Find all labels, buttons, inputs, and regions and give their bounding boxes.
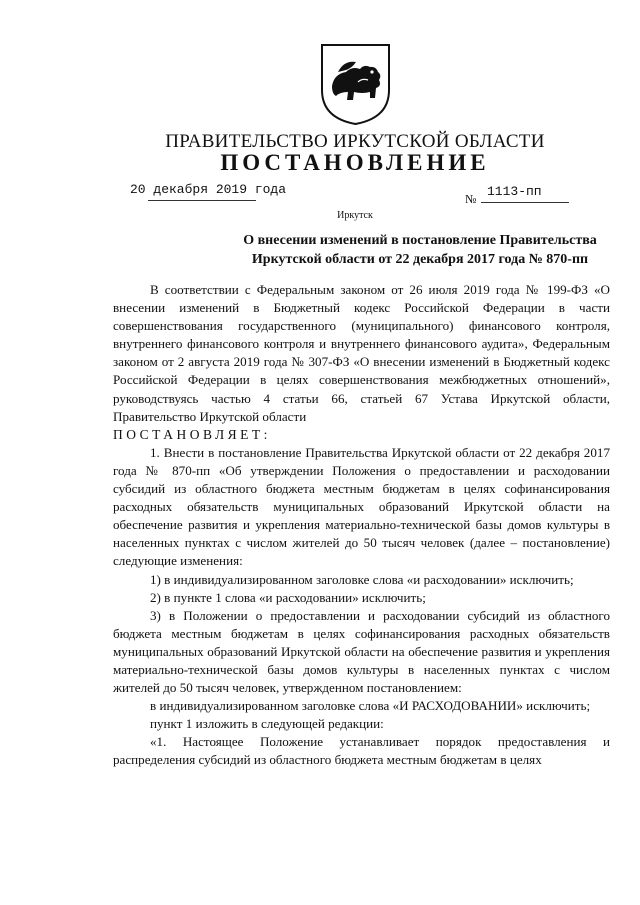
document-city: Иркутск [337, 210, 373, 221]
preamble-paragraph: В соответствии с Федеральным законом от 26 июля 2019 года № 199-ФЗ «О внесении изменений в Бюджетный кодекс Российской Федерации в части совершенствования государственного (муниципального) финансового контроля, внутреннего финансового контроля и внутреннего финансового аудита», Федеральным законом от 2 августа 2019 года № 307-ФЗ «О внесении изменений в Бюджетный кодекс Российской Федерации в целях совершенствования межбюджетных отношений», руководствуясь частью 4 статьи 66, статьей 67 Устава Иркутской области, Правительство Иркутской области [113, 282, 610, 424]
item-3: 3) в Положении о предоставлении и расходовании субсидий из областного бюджета местным бюджетам в целях софинансирования расходных обязательств муниципальных образований Иркутской области на обеспечение развития и укрепления материально-технической базы домов культуры в населенных пунктах с числом жителей до 50 тысяч человек, утвержденном постановлением: [113, 607, 610, 696]
document-body [113, 281, 610, 770]
date-underline [148, 200, 256, 201]
document-type: ПОСТАНОВЛЕНИЕ [220, 150, 490, 175]
decree-heading: ПОСТАНОВЛЯЕТ: [113, 426, 271, 442]
item-3-sub-c: «1. Настоящее Положение устанавливает порядок предоставления и распределения субсидий из областного бюджета местным бюджетам в целях [113, 734, 610, 768]
item-3-sub-a: в индивидуализированном заголовке слова «И РАСХОДОВАНИИ» исключить; [150, 698, 591, 714]
item-2: 2) в пункте 1 слова «и расходовании» исключить; [150, 589, 426, 605]
title-line-2: Иркутской области от 22 декабря 2017 года № 870-пп [251, 252, 589, 267]
document-date: 20 декабря 2019 года [130, 182, 287, 197]
title-line-1: О внесении изменений в постановление Правительства [243, 233, 597, 248]
number-sign: № [465, 192, 477, 206]
item-3-sub-b: пункт 1 изложить в следующей редакции: [150, 716, 384, 732]
number-underline [481, 202, 569, 203]
paragraph-1: 1. Внести в постановление Правительства Иркутской области от 22 декабря 2017 года № 870-пп «Об утверждении Положения о предоставлении и расходовании субсидий из областного бюджета местным бюджетам в целях софинансирования расходных обязательств муниципальных образований Иркутской области на обеспечение развития и укрепления материально-технической базы домов культуры в населенных пунктах с числом жителей до 50 тысяч человек (далее – постановление) следующие изменения: [113, 444, 610, 569]
coat-of-arms-emblem [318, 42, 393, 126]
government-name: ПРАВИТЕЛЬСТВО ИРКУТСКОЙ ОБЛАСТИ [165, 131, 545, 152]
document-number: 1113-пп [487, 184, 542, 199]
document-title [130, 231, 640, 269]
item-1: 1) в индивидуализированном заголовке слова «и расходовании» исключить; [150, 571, 574, 587]
